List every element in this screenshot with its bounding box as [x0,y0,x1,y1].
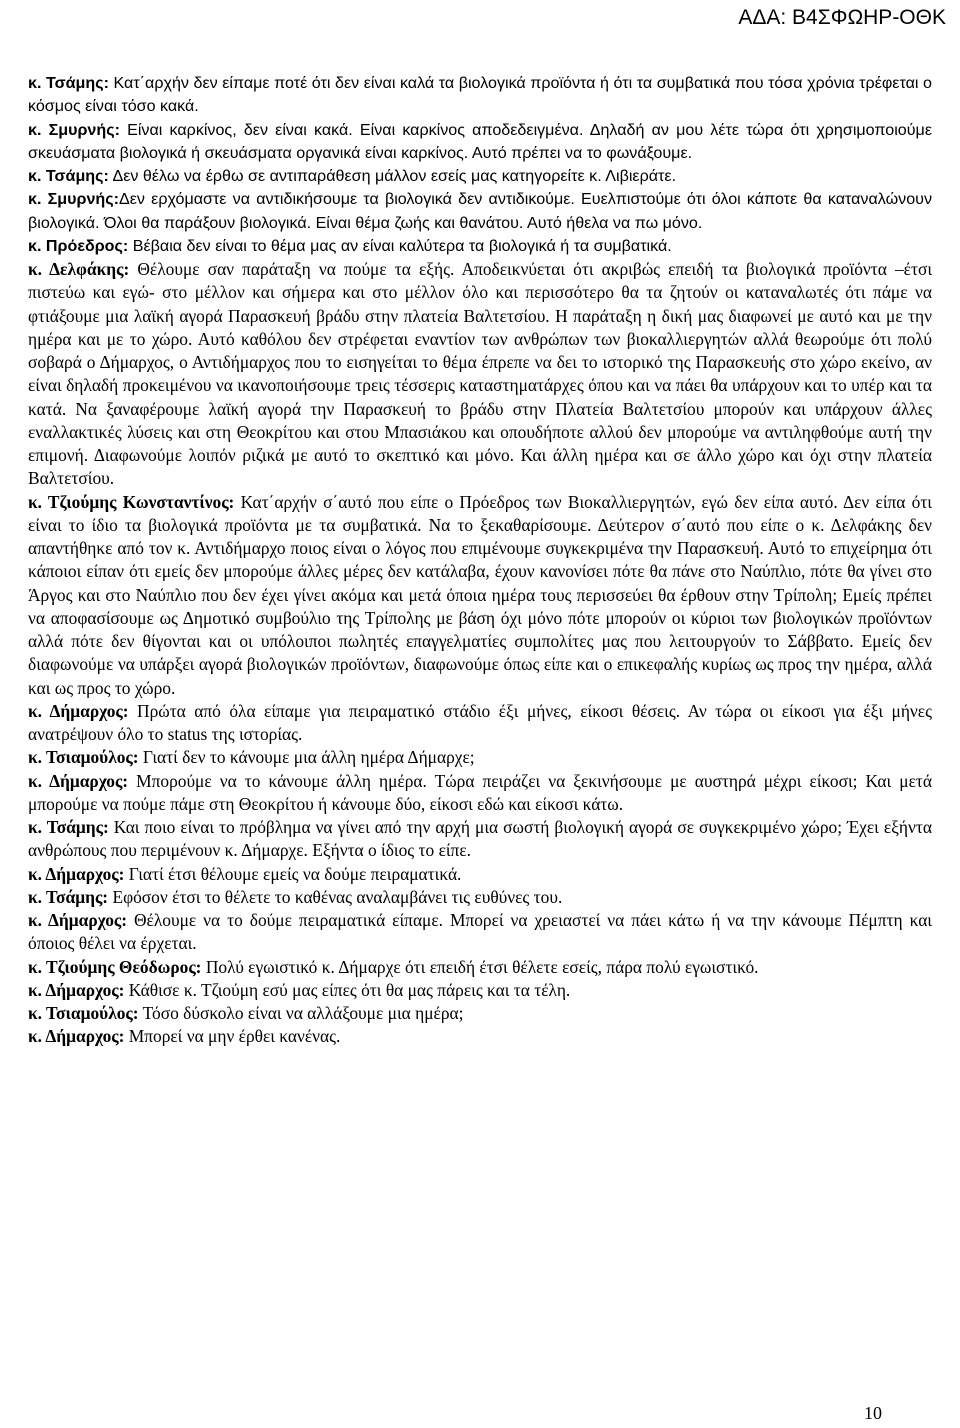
transcript-paragraph [28,816,932,863]
transcript-paragraph [28,165,932,188]
speaker-name: κ. Σμυρνής: [28,120,120,139]
speech-text: Τόσο δύσκολο είναι να αλλάξουμε μια ημέρα; [138,1003,464,1023]
speaker-name: κ. Δήμαρχος: [28,910,128,930]
speech-text: Κατ΄αρχήν σ΄αυτό που είπε ο Πρόεδρος των Βιοκαλλιεργητών, εγώ δεν είπα αυτό. Δεν είπα ότι είναι το ίδιο τα βιολογικά προϊόντα με τα συμβατικά. Να το ξεκαθαρίσουμε. Δεύτερον σ΄αυτό που είπε ο κ. Δελφάκης δεν απαντήθηκε από τον κ. Αντιδήμαρχο ποιος είναι ο λόγος που επιμένουμε συγκεκριμένα την Παρασκευή. Αυτό το επιχείρημα ότι κάποιοι είπαν ότι εμείς δεν μπορούμε άλλες μέρες δεν κατάλαβα, έχουν κανονίσει πότε θα πάνε στο Ναύπλιο, πότε θα γίνει στο Άργος και στο Ναύπλιο που δεν έχει γίνει ακόμα και μετά όποια ημέρα τους περισσεύει θα έρθουν στην Τρίπολη; Εμείς πρέπει να αποφασίσουμε ως Δημοτικό συμβούλιο της Τρίπολης με βάση όχι μόνο πότε μπορούν οι κύριοι των βιολογικών προϊόντων αλλά πότε δεν θίγονται και οι υπόλοιποι πωλητές επαγγελματίες συμπολίτες μας που λειτουργούν το Σάββατο. Εμείς δεν διαφωνούμε να υπάρξει αγορά βιολογικών προϊόντων, διαφωνούμε όπως είπε και ο επικεφαλής κυρίως ως προς την ημέρα, αλλά και ως προς το χώρο. [28,491,932,698]
speaker-name: κ. Δήμαρχος: [28,700,129,721]
speech-text: Βέβαια δεν είναι το θέμα μας αν είναι καλύτερα τα βιολογικά ή τα συμβατικά. [128,236,672,255]
speech-text: Πρώτα από όλα είπαμε για πειραματικό στάδιο έξι μήνες, είκοσι θέσεις. Αν τώρα οι είκοσι για έξι μήνες ανατρέψουν όλο το status της ιστορίας. [28,700,932,744]
transcript-paragraph [28,72,932,119]
speech-text: Δεν θέλω να έρθω σε αντιπαράθεση μάλλον εσείς μας κατηγορείτε κ. Λιβιεράτε. [108,167,677,185]
speaker-name: κ. Δήμαρχος: [28,1026,125,1047]
speech-text: Μπορεί να μην έρθει κανένας. [124,1026,341,1047]
transcript-body [28,72,932,1049]
speech-text: Θέλουμε να το δούμε πειραματικά είπαμε. Μπορεί να χρειαστεί να πάει κάτω ή να την κάνουμε Πέμπτη και όποιος θέλει να έρχεται. [28,910,932,954]
document-code-header: ΑΔΑ: Β4ΣΦΩΗΡ-ΟΘΚ [738,6,946,29]
speech-text: Και ποιο είναι το πρόβλημα να γίνει από την αρχή μια σωστή βιολογική αγορά σε συγκεκριμένο χώρο; Έχει εξήντα ανθρώπους που περιμένουν κ. Δήμαρχε. Εξήντα ο ίδιος το είπε. [28,817,932,861]
page-number: 10 [864,1403,882,1423]
transcript-paragraph [28,235,932,258]
transcript-paragraph [28,909,932,956]
speaker-name: κ. Τζιούμης Θεόδωρος: [28,956,202,977]
transcript-paragraph [28,258,932,491]
speech-text: Δεν ερχόμαστε να αντιδικήσουμε τα βιολογικά δεν αντιδικούμε. Ευελπιστούμε ότι όλοι κάποτε θα καταναλώνουν βιολογικά. Όλοι θα παράξουν βιολογικά. Είναι θέμα ζωής και θανάτου. Αυτό ήθελα να πω μόνο. [28,190,932,232]
transcript-paragraph [28,1002,932,1025]
speaker-name: κ. Τζιούμης Κωνσταντίνος: [28,491,235,512]
transcript-paragraph [28,979,932,1002]
transcript-paragraph [28,491,932,700]
speaker-name: κ. Τσάμης: [28,886,109,907]
transcript-paragraph [28,886,932,909]
speaker-name: κ. Σμυρνής: [28,190,119,209]
speaker-name: κ. Τσάμης: [28,167,109,185]
transcript-paragraph [28,956,932,979]
speaker-name: κ. Δήμαρχος: [28,770,129,791]
speaker-name: κ. Τσιαμούλος: [28,747,139,768]
speaker-name: κ. Πρόεδρος: [28,236,129,255]
speech-text: Μπορούμε να το κάνουμε άλλη ημέρα. Τώρα πειράζει να ξεκινήσουμε με αυστηρά μέχρι είκοσι; Και μετά μπορούμε να πούμε πάμε στη Θεοκρίτου ή κάνουμε δύο, είκοσι εδώ και είκοσι κάτω. [28,770,932,814]
speaker-name: κ. Δήμαρχος: [28,979,125,1000]
speaker-name: κ. Τσιαμούλος: [28,1003,139,1023]
speaker-name: κ. Δήμαρχος: [28,863,125,884]
speech-text: Εφόσον έτσι το θέλετε το καθένας αναλαμβάνει τις ευθύνες του. [108,886,563,907]
transcript-paragraph [28,746,932,769]
transcript-paragraph [28,770,932,817]
speech-text: Κάθισε κ. Τζιούμη εσύ μας είπες ότι θα μας πάρεις και τα τέλη. [124,979,571,1000]
speech-text: Πολύ εγωιστικό κ. Δήμαρχε ότι επειδή έτσι θέλετε εσείς, πάρα πολύ εγωιστικό. [201,956,759,977]
transcript-paragraph [28,188,932,235]
speaker-name: κ. Τσάμης: [28,74,109,92]
transcript-paragraph [28,119,932,166]
speech-text: Κατ΄αρχήν δεν είπαμε ποτέ ότι δεν είναι καλά τα βιολογικά προϊόντα ή ότι τα συμβατικά που τόσα χρόνια τρέφεται ο κόσμος είναι τόσο κακά. [28,74,932,116]
speaker-name: κ. Δελφάκης: [28,259,130,279]
transcript-paragraph [28,700,932,747]
speech-text: Είναι καρκίνος, δεν είναι κακά. Είναι καρκίνος αποδεδειγμένα. Δηλαδή αν μου λέτε τώρα ότι χρησιμοποιούμε σκευάσματα βιολογικά ή σκευάσματα οργανικά είναι καρκίνος. Αυτό πρέπει να το φωνάξουμε. [28,120,932,162]
transcript-paragraph [28,1025,932,1048]
transcript-paragraph [28,863,932,886]
speech-text: Γιατί δεν το κάνουμε μια άλλη ημέρα Δήμαρχε; [138,747,475,768]
speech-text: Γιατί έτσι θέλουμε εμείς να δούμε πειραματικά. [124,863,462,884]
speaker-name: κ. Τσάμης: [28,817,109,837]
speech-text: Θέλουμε σαν παράταξη να πούμε τα εξής. Αποδεικνύεται ότι ακριβώς επειδή τα βιολογικά προϊόντα –έτσι πιστεύω και εγώ- στο μέλλον και σήμερα και στο μέλλον όλο και περισσότερο θα τα ζητούν οι καταναλωτές ότι πάμε να φτιάξουμε μια λαϊκή αγορά Παρασκευή βράδυ στην πλατεία Βαλτετσίου. Η παράταξη η δική μας διαφωνεί με αυτό και με την ημέρα και με το χώρο. Αυτό καθόλου δεν στρέφεται εναντίον των ανθρώπων των βιοκαλλιεργητών αλλά θεωρούμε ότι πολύ σοβαρά ο Δήμαρχος, ο Αντιδήμαρχος που το εισηγείται το θέμα έπρεπε να δει το ιστορικό της Παρασκευής στο χώρο εκείνο, αν είναι δηλαδή προκειμένου να ικανοποιήσουμε τρεις τέσσερις καταστηματάρχες όπου και να πάει θα υπάρχουν και το υπέρ και τα κατά. Να ξαναφέρουμε λαϊκή αγορά την Παρασκευή το βράδυ στην Πλατεία Βαλτετσίου μπορούν και υπάρχουν άλλες εναλλακτικές λύσεις και στη Θεοκρίτου και στου Μπασιάκου και οπουδήποτε αλλού δεν μπορούμε να αντιληφθούμε αυτή την επιμονή. Διαφωνούμε λοιπόν ριζικά με αυτό το σκεπτικό και μόνο. Και άλλη ημέρα και σε άλλο χώρο και όχι στην πλατεία Βαλτετσίου. [28,259,932,489]
